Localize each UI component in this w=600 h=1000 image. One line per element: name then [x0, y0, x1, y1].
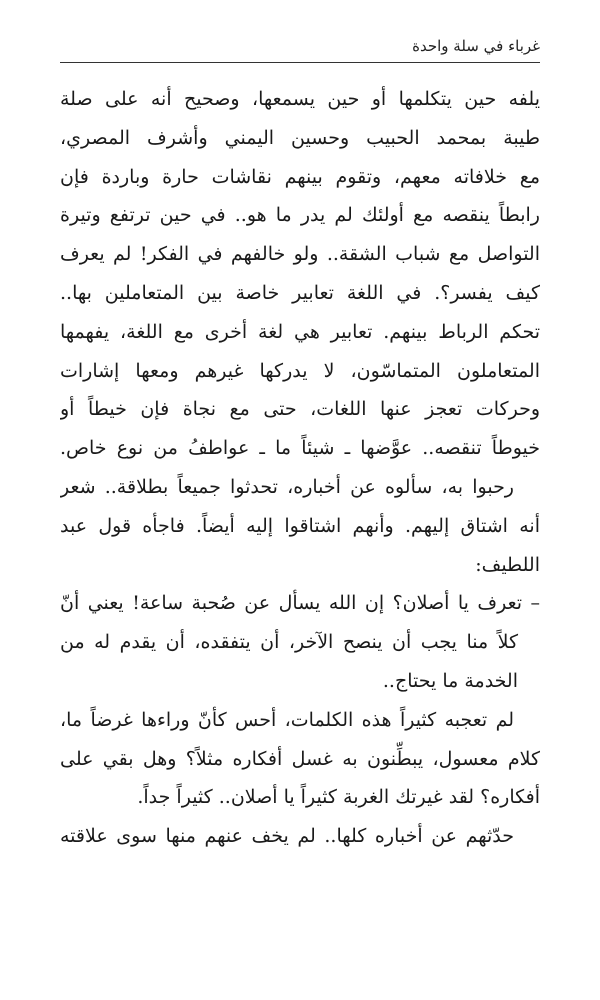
text-line: وحركات تعجز عنها اللغات، حتى مع نجاة فإن خيطاً أو — [60, 398, 540, 421]
paragraph-first-line: رحبوا به، سألوه عن أخباره، تحدثوا جميعاً بطلاقة.. شعر — [60, 475, 514, 498]
paragraph-first-line: حدّثهم عن أخباره كلها.. لم يخف عنهم منها سوى علاقته — [60, 825, 514, 848]
text-line: أنه اشتاق إليهم. وأنهم اشتاقوا إليه أيضاً. فاجأه قول عبد — [60, 514, 540, 537]
text-line: التواصل مع شباب الشقة.. ولو خالفهم في الفكر! لم يعرف — [60, 243, 540, 266]
text-line: مع خلافاته معهم، وتقوم بينهم نقاشات حارة وباردة فإن — [60, 165, 540, 188]
dialogue-line: – تعرف يا أصلان؟ إن الله يسأل عن صُحبة ساعة! يعني أنّ — [60, 592, 540, 615]
text-line: كيف يفسر؟. في اللغة تعابير خاصة بين المتعاملين بها.. — [60, 281, 540, 304]
body-text — [60, 80, 540, 856]
paragraph-first-line: لم تعجبه كثيراً هذه الكلمات، أحس كأنّ وراءها غرضاً ما، — [60, 708, 514, 731]
text-line: تحكم الرباط بينهم. تعابير هي لغة أخرى مع اللغة، يفهمها — [60, 320, 540, 343]
text-line: المتعاملون المتماسّون، لا يدركها غيرهم ومعها إشارات — [60, 359, 540, 382]
dialogue-line: الخدمة ما يحتاج.. — [382, 669, 518, 692]
text-line: طيبة بمحمد الحبيب وحسين اليمني وأشرف المصري، — [60, 126, 540, 149]
dialogue-line: كلاً منا يجب أن ينصح الآخر، أن يتفقده، أن يقدم له من — [60, 631, 518, 654]
text-line: اللطيف: — [475, 553, 540, 576]
text-line: خيوطاً تنقصه.. عوَّضها ـ شيئاً ما ـ عواطفُ من نوع خاص. — [60, 437, 540, 460]
running-header: غرباء في سلة واحدة — [412, 37, 540, 55]
text-line: رابطاً ينقصه مع أولئك لم يدر ما هو.. في حين ترتفع وتيرة — [60, 204, 540, 227]
header-divider — [60, 62, 540, 63]
book-page — [60, 0, 540, 1000]
text-line: أفكاره؟ لقد غيرتك الغربة كثيراً يا أصلان.. كثيراً جداً. — [137, 786, 540, 809]
text-line: يلفه حين يتكلمها أو حين يسمعها، وصحيح أنه على صلة — [60, 88, 540, 110]
text-line: كلام معسول، يبطِّنون به غسل أفكاره مثلاً؟ وهل بقي على — [60, 747, 540, 770]
